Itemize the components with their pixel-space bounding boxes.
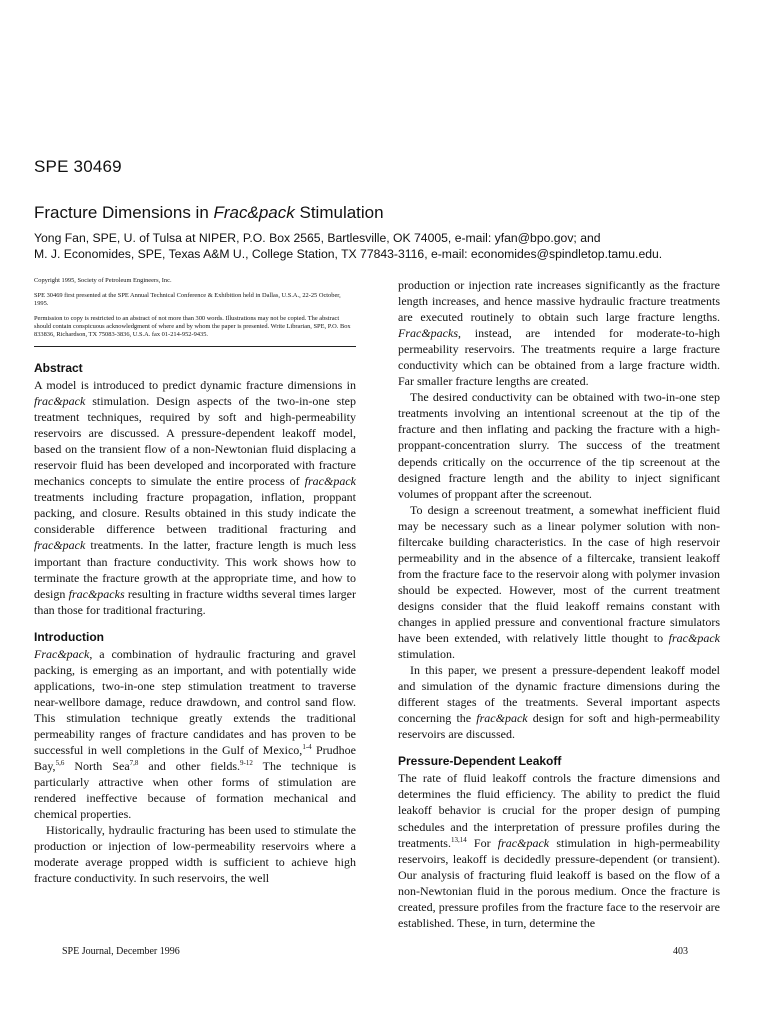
right-paragraph-2: The desired conductivity can be obtained with two-in-one step treatments involving an intentional screenout at the tip of the fracture and then inflating and packing the fracture with a high-proppant-concentration slurry. The success of the treatment depends critically on the occurrence of the tip screenout at the designed fracture length and the ability to inject significant volumes of proppant after the screenout. (398, 390, 720, 501)
right-paragraph-3: To design a screenout treatment, a somewhat inefficient fluid may be necessary such as a linear polymer solution with non-filtercake building characteristics. In the case of high reservoir permeability and in the absence of a filtercake, transient leakoff from the fracture face to the reservoir along with polymer invasion should be expected. However, most of the current treatment designs consider that the fluid leakoff remains constant with changes in applied pressure and conventional fracture simulators have been extended, with relatively little thought to frac&pack stimulation. (398, 502, 720, 662)
introduction-continued (398, 277, 720, 742)
abstract-heading: Abstract (34, 361, 83, 375)
footer-journal: SPE Journal, December 1996 (62, 946, 180, 957)
author-line-1: Yong Fan, SPE, U. of Tulsa at NIPER, P.O. Box 2565, Bartlesville, OK 74005, e-mail: yfan@bpo.gov; and (34, 231, 601, 245)
introduction-paragraph-1: Frac&pack, a combination of hydraulic fracturing and gravel packing, is emerging as an important, and with potentially wide applications, two-in-one step stimulation treatment to traverse near-wellbore damage, reduce drawdown, and control sand flow. This stimulation technique greatly extends the traditional permeability ranges of fracture candidates and has proven to be successful in well completions in the Gulf of Mexico,$^{1-4}$ Prudhoe Bay,$^{5,6}$ North Sea$^{7,8}$ and other fields.$^{9-12}$ The technique is particularly attractive when other forms of stimulation are rendered ineffective because of formation mechanical and chemical properties. (34, 646, 356, 822)
paper-number: SPE 30469 (34, 157, 122, 176)
abstract-section (34, 361, 356, 618)
title-suffix: Stimulation (294, 203, 384, 222)
right-paragraph-1: production or injection rate increases significantly as the fracture length increases, and hence massive hydraulic fracture treatments are executed routinely to obtain such large fracture lengths. Frac&packs, instead, are intended for moderate-to-high permeability reservoirs. The treatments require a large fracture conductivity which can be obtained from a large fracture width. Far smaller fracture lengths are created. (398, 278, 720, 389)
front-matter-notes (34, 277, 356, 339)
page-number: 403 (673, 946, 688, 957)
paper-title (34, 203, 384, 223)
introduction-heading: Introduction (34, 629, 104, 644)
pressure-dependent-leakoff-section (398, 754, 720, 930)
leakoff-paragraph: The rate of fluid leakoff controls the fracture dimensions and determines the fluid efficiency. The ability to predict the fluid leakoff behavior is crucial for the proper design of pumping schedules and the interpretation of pressure profiles during the treatments.$^{13,14}$ For frac&pack stimulation in high-permeability reservoirs, leakoff is decidedly pressure-dependent (or transient). Our analysis of fracturing fluid leakoff is based on the flow of a non-Newtonian fluid in the porous medium. Once the fracture is created, pressure profiles from the fracture face to the reservoir are established. These, in turn, determine the (398, 771, 721, 930)
right-column (398, 277, 720, 931)
introduction-paragraph-2: Historically, hydraulic fracturing has been used to stimulate the production or injection of low-permeability reservoirs where a moderate average propped width is sufficient to achieve high fracture conductivity. In such reservoirs, the well (34, 823, 356, 886)
author-affiliations (34, 230, 744, 262)
introduction-section (34, 630, 356, 887)
copyright-note: Copyright 1995, Society of Petroleum Engineers, Inc. (34, 277, 172, 284)
author-line-2: M. J. Economides, SPE, Texas A&M U., College Station, TX 77843-3116, e-mail: economides@spindletop.tamu.edu. (34, 247, 663, 261)
permission-note: Permission to copy is restricted to an abstract of not more than 300 words. Illustrations may not be copied. The abstract should contain conspicuous acknowledgment of where and by whom the paper is presented. Write Librarian, SPE, P.O. Box 833836, Richardson, TX 75083-3836, U.S.A. fax 01-214-952-9435. (34, 315, 351, 338)
left-column (34, 277, 356, 886)
right-paragraph-4: In this paper, we present a pressure-dependent leakoff model and simulation of the dynamic fracture dimensions during the different stages of the treatments. Several important aspects concerning the frac&pack design for soft and high-permeability reservoirs are discussed. (398, 663, 721, 742)
title-italic: Frac&pack (213, 203, 295, 222)
abstract-paragraph: A model is introduced to predict dynamic fracture dimensions in frac&pack stimulation. Design aspects of the two-in-one step treatment techniques, required by soft and high-permeability reservoirs are discussed. A pressure-dependent leakoff model, based on the transient flow of a non-Newtonian fluid displacing a reservoir fluid has been developed and incorporated with fracture mechanics concepts to simulate the entire process of frac&pack treatments including fracture propagation, inflation, proppant packing, and closure. Results obtained in this study indicate the considerable difference between traditional fracturing and frac&pack treatments. In the latter, fracture length is much less important than fracture conductivity. This work shows how to terminate the fracture growth at the appropriate time, and how to design frac&packs resulting in fracture widths several times larger than those for traditional fracturing. (34, 378, 356, 617)
pressure-dependent-leakoff-heading: Pressure-Dependent Leakoff (398, 754, 562, 769)
notes-divider (34, 346, 356, 347)
presentation-note: SPE 30469 first presented at the SPE Annual Technical Conference & Exhibition held in Dallas, U.S.A., 22-25 October, 1995. (34, 292, 341, 307)
title-prefix: Fracture Dimensions in (34, 203, 214, 222)
